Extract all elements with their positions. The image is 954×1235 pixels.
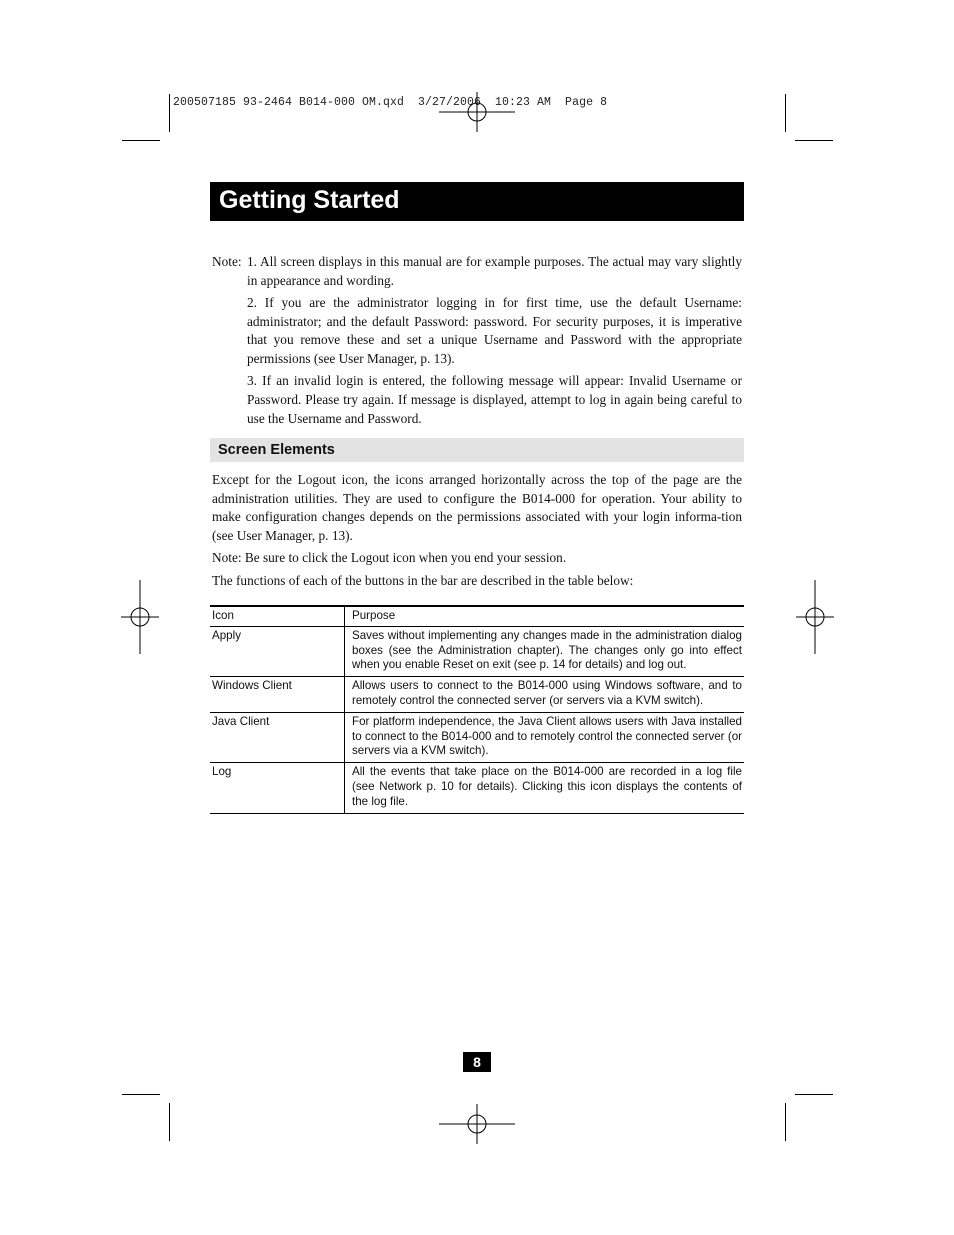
notes-block bbox=[212, 253, 742, 428]
table-row bbox=[210, 763, 744, 813]
table-cell-purpose: Allows users to connect to the B014-000 using Windows software, and to remotely control the connected server (or servers via a KVM switch). bbox=[345, 677, 745, 713]
title-bar bbox=[210, 182, 744, 221]
table-cell-icon: Java Client bbox=[210, 712, 345, 762]
crop-mark bbox=[785, 1103, 786, 1141]
crop-mark bbox=[169, 1103, 170, 1141]
table-cell-icon: Windows Client bbox=[210, 677, 345, 713]
table-header-purpose: Purpose bbox=[345, 606, 745, 626]
note-1 bbox=[212, 253, 742, 290]
paragraph: The functions of each of the buttons in the bar are described in the table below: bbox=[212, 572, 634, 588]
registration-mark-right bbox=[796, 580, 834, 654]
table-cell-purpose: Saves without implementing any changes made in the administration dialog boxes (see the Administration chapter). The changes only go into effect when you enable Reset on exit (see p. 14 for details) and log out. bbox=[345, 626, 745, 676]
section-heading: Screen Elements bbox=[218, 442, 335, 458]
table-row bbox=[210, 712, 744, 762]
section-body bbox=[212, 471, 742, 594]
table-row bbox=[210, 677, 744, 713]
table-header-row bbox=[210, 606, 744, 626]
crop-mark bbox=[169, 94, 170, 132]
crop-mark bbox=[795, 140, 833, 141]
table-row bbox=[210, 626, 744, 676]
registration-mark-left bbox=[121, 580, 159, 654]
crop-mark bbox=[122, 1094, 160, 1095]
crop-mark bbox=[785, 94, 786, 132]
print-slug: 200507185 93-2464 B014-000 OM.qxd 3/27/2006 10:23 AM Page 8 bbox=[173, 96, 608, 109]
crop-mark bbox=[122, 140, 160, 141]
registration-mark-bottom bbox=[439, 1104, 515, 1144]
note-2-text: 2. If you are the administrator logging in for first time, use the default Username: administrator; and the default Password: password. For security purposes, it is imperative that you remove these and set a unique Username and Password with the appropriate permissions (see User Manager, p. 13). bbox=[247, 294, 742, 367]
registration-mark-top bbox=[439, 92, 515, 132]
page-title: Getting Started bbox=[219, 186, 400, 214]
table-cell-icon: Log bbox=[210, 763, 345, 813]
crop-mark bbox=[795, 1094, 833, 1095]
paragraph: Except for the Logout icon, the icons arranged horizontally across the top of the page are the administration utilities. They are used to configure the B014-000 for operation. Your ability to make configuration changes depends on the permissions associated with your login informa-tion (see User Manager, p. 13). bbox=[212, 472, 742, 544]
paragraph: Note: Be sure to click the Logout icon when you end your session. bbox=[212, 550, 567, 566]
section-heading-bar bbox=[210, 438, 744, 462]
note-3-text: 3. If an invalid login is entered, the following message will appear: Invalid Username or Password. Please try again. If message is displayed, attempt to log in again being careful to use the Username and Password. bbox=[247, 373, 742, 426]
table-cell-icon: Apply bbox=[210, 626, 345, 676]
table-header-icon: Icon bbox=[210, 606, 345, 626]
table-cell-purpose: For platform independence, the Java Client allows users with Java installed to connect to the B014-000 and to remotely control the connected server (or servers via a KVM switch). bbox=[345, 712, 745, 762]
icon-table bbox=[210, 605, 744, 814]
page-number: 8 bbox=[463, 1052, 491, 1072]
note-lead: Note: bbox=[212, 254, 242, 269]
note-1-text: 1. All screen displays in this manual are for example purposes. The actual may vary slightly in appearance and wording. bbox=[247, 254, 742, 288]
table-cell-purpose: All the events that take place on the B014-000 are recorded in a log file (see Network p. 10 for details). Clicking this icon displays the contents of the log file. bbox=[345, 763, 745, 813]
